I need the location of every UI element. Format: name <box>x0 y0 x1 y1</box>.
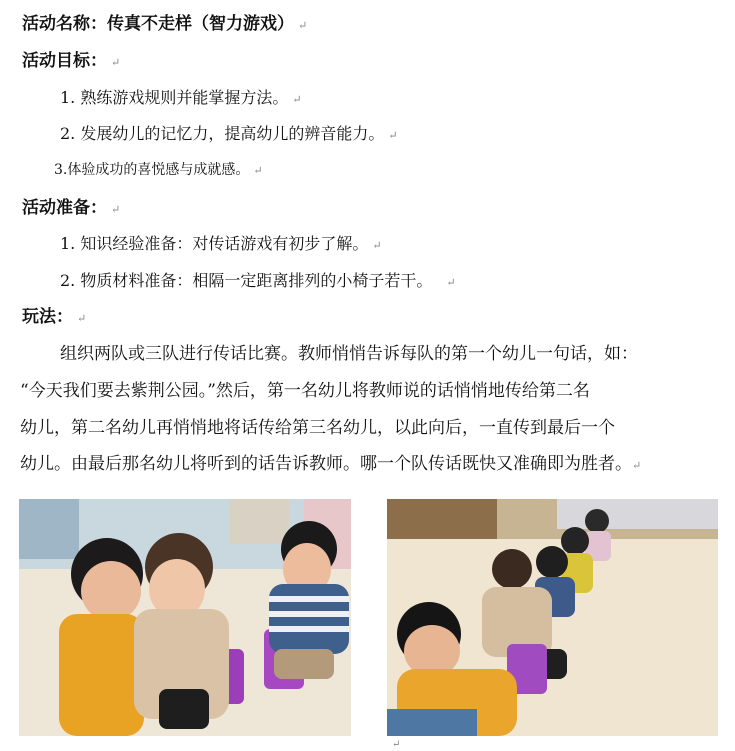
play-heading <box>22 309 86 326</box>
goals-heading <box>22 53 120 70</box>
paragraph-mark-icon: ↵ <box>372 239 382 252</box>
prep-text: 1. 知识经验准备：对传话游戏有初步了解。 <box>60 234 369 253</box>
prep-text: 2. 物质材料准备：相隔一定距离排列的小椅子若干。 <box>60 271 433 290</box>
paragraph-mark-icon: ↵ <box>632 459 642 472</box>
activity-name-label: 活动名称： <box>22 14 107 34</box>
paragraph-mark-icon: ↵ <box>392 739 401 750</box>
play-text: “今天我们要去紫荆公园。”然后，第一名幼儿将教师说的话悄悄地传给第二名 <box>20 381 590 401</box>
play-paragraph-line-3 <box>20 420 615 437</box>
goal-item-1 <box>60 90 302 106</box>
goal-item-2 <box>60 126 398 142</box>
photo-children-in-line <box>387 499 718 736</box>
prep-heading <box>22 200 120 217</box>
paragraph-mark-icon: ↵ <box>253 164 263 177</box>
play-paragraph-line-2 <box>20 383 590 400</box>
paragraph-mark-icon: ↵ <box>111 56 121 69</box>
play-text: 组织两队或三队进行传话比赛。教师悄悄告诉每队的第一个幼儿一句话，如： <box>60 344 638 364</box>
paragraph-mark-icon: ↵ <box>77 312 87 325</box>
goals-label: 活动目标： <box>22 51 107 71</box>
goal-text: 1. 熟练游戏规则并能掌握方法。 <box>60 88 289 107</box>
paragraph-mark-icon: ↵ <box>111 203 121 216</box>
activity-name-value: 传真不走样（智力游戏） <box>107 14 294 34</box>
paragraph-mark-icon: ↵ <box>292 93 302 106</box>
goal-text: 2. 发展幼儿的记忆力，提高幼儿的辨音能力。 <box>60 124 385 143</box>
play-text: 幼儿，第二名幼儿再悄悄地将话传给第三名幼儿，以此向后，一直传到最后一个 <box>20 418 615 438</box>
play-text: 幼儿。由最后那名幼儿将听到的话告诉教师。哪一个队传话既快又准确即为胜者。 <box>20 454 632 474</box>
prep-item-2 <box>60 273 456 289</box>
prep-label: 活动准备： <box>22 198 107 218</box>
photo-children-whispering-image <box>19 499 351 736</box>
photo-children-whispering <box>19 499 351 736</box>
play-label: 玩法： <box>22 307 73 327</box>
goal-item-3 <box>54 163 263 177</box>
play-paragraph-line-4 <box>20 456 641 473</box>
paragraph-mark-icon: ↵ <box>388 129 398 142</box>
prep-item-1 <box>60 236 382 252</box>
photo-children-in-line-image <box>387 499 718 736</box>
paragraph-mark-icon: ↵ <box>446 276 456 289</box>
activity-name-line <box>22 16 307 33</box>
paragraph-mark-icon: ↵ <box>298 19 308 32</box>
goal-text: 3.体验成功的喜悦感与成就感。 <box>54 162 250 178</box>
play-paragraph-line-1 <box>60 346 638 363</box>
